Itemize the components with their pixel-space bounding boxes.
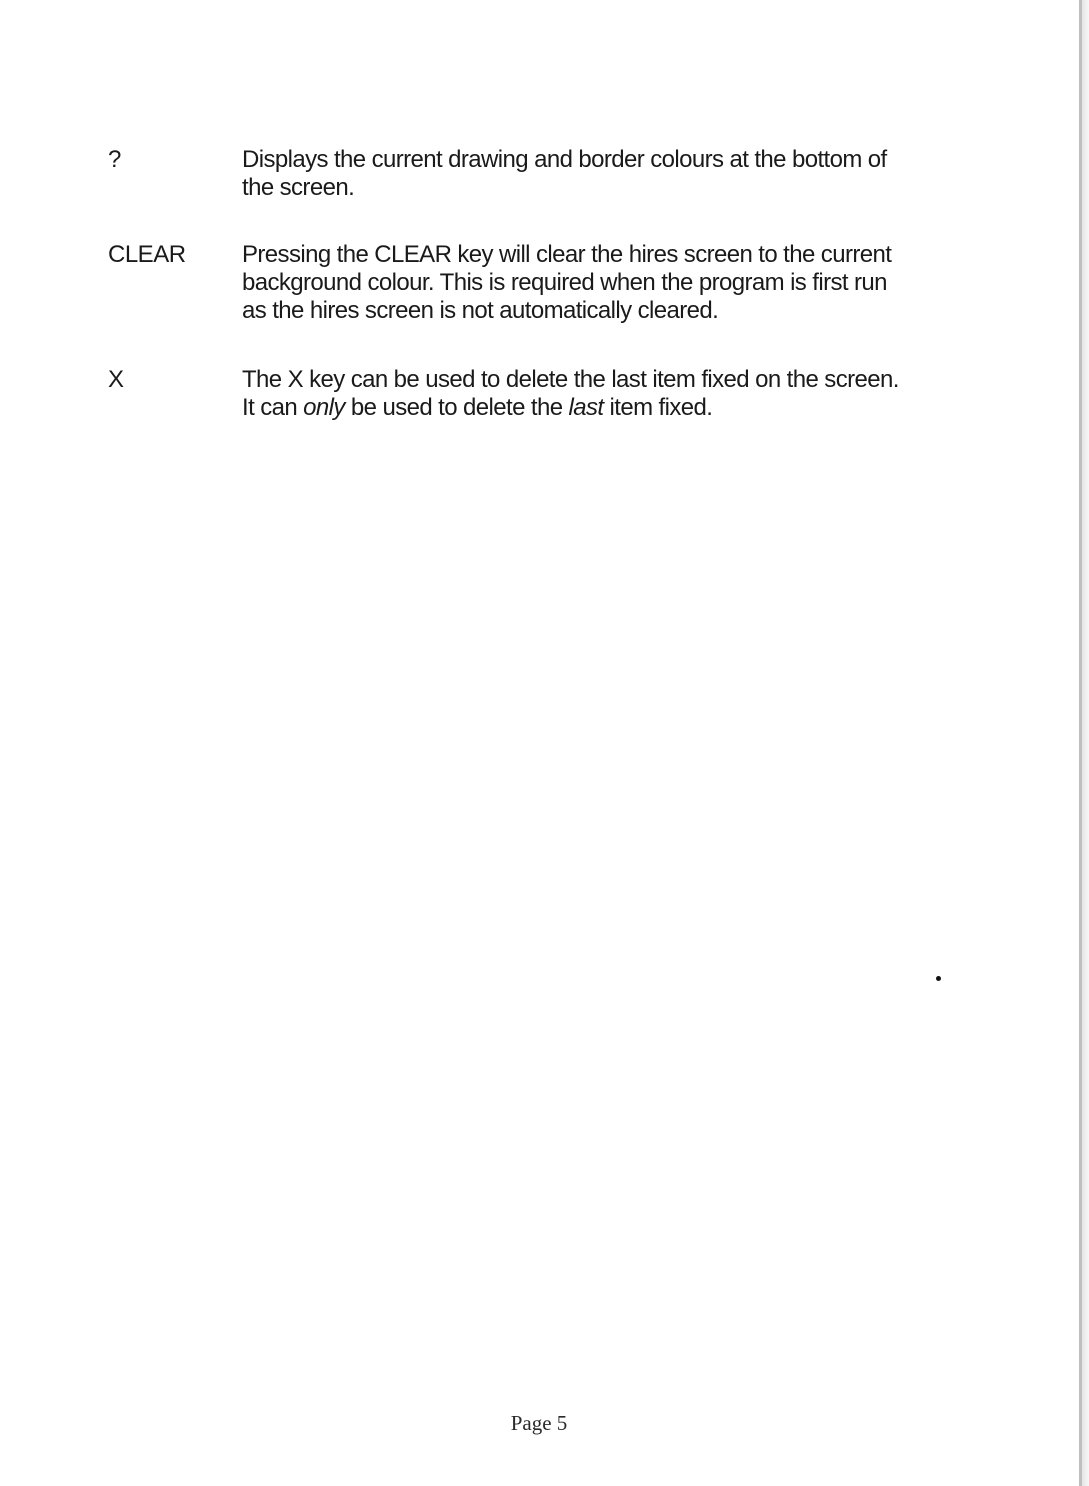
description-line: the screen. [242,174,355,201]
description-line: Pressing the CLEAR key will clear the hires screen to the current [242,241,892,268]
entry-description [242,366,962,422]
page-number: Page 5 [510,1411,568,1435]
entry-description [242,146,962,202]
text-run: item fixed. [603,394,713,421]
scan-edge-line [1079,0,1082,1486]
description-line [242,394,962,422]
scan-edge-shadow [1082,0,1089,1486]
description-line: The X key can be used to delete the last item fixed on the screen. [242,366,899,393]
emphasis-only: only [303,394,345,421]
emphasis-last: last [568,394,604,421]
description-line: Displays the current drawing and border colours at the bottom of [242,146,887,173]
entry-key: ? [108,146,121,173]
entry-key: CLEAR [108,241,186,268]
scan-speck [936,976,941,981]
entry-key: X [108,366,124,393]
description-line: background colour. This is required when the program is first run [242,269,887,296]
text-run: be used to delete the [344,394,569,421]
description-line: as the hires screen is not automatically cleared. [242,297,719,324]
entry-description [242,241,962,325]
text-run: It can [242,394,304,421]
